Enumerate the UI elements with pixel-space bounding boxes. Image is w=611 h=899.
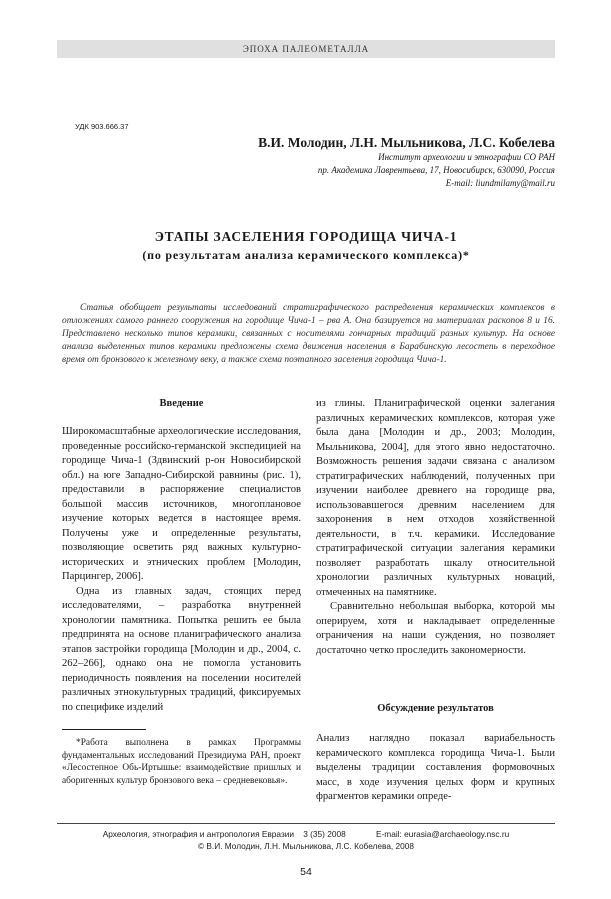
body-columns [62, 397, 555, 805]
article-title [57, 228, 555, 264]
discussion-paragraph-1: Анализ наглядно показал вариабельность керамического комплекса городища Чича-1. Были выделены традиции составления формовочных масс, в ходе изучения целых форм и крупных фрагментов керамики опреде- [316, 733, 555, 802]
title-sub: (по результатам анализа керамического комплекса)* [142, 248, 470, 262]
intro-paragraph-3: Сравнительно небольшая выборка, которой мы оперируем, хотя и накладывает определенные ограничения на наши суждения, но позволяет достаточно четко проследить закономерности. [316, 601, 555, 656]
discussion-heading: Обсуждение результатов [377, 703, 494, 714]
right-column [316, 397, 555, 805]
left-column [62, 397, 301, 787]
intro-paragraph-1: Широкомасштабные археологические исследования, проведенные российско-германской экспедицией на городище Чича-1 (Здвинский р-он Новосибирской обл.) на юге Западно-Сибирской равнины (рис. 1), предоставили в распоряжение специалистов большой массив источников, многоплановое изучение которых ведется в настоящее время. Получены уже и определенные результаты, позволяющие осветить ряд важных культурно-исторических и этнических проблем [Молодин, Парцингер, 2006]. [62, 426, 301, 582]
footer-divider [57, 823, 555, 824]
author-email: E-mail: liundmilamy@mail.ru [445, 178, 555, 188]
address: пр. Академика Лаврентьева, 17, Новосибирск, 630090, Россия [317, 165, 555, 175]
institute: Институт археологии и этнографии СО РАН [378, 152, 555, 162]
author-block [57, 134, 555, 190]
journal-issue: 3 (35) 2008 [303, 828, 346, 839]
intro-paragraph-2: Одна из главных задач, стоящих перед исследователями, – разработка внутренней хронологии памятника. Попытка решить ее была предпринята на основе планиграфического анализа этапов застройки городища [Молодин и др., 2004, с. 262–266], однако она не помогла установить периодичность появления на поселении носителей различных этнокультурных традиций, фиксируемых по специфике изделий [62, 585, 301, 713]
footnote-divider [62, 729, 146, 730]
intro-paragraph-2-cont: из глины. Планиграфической оценки залегания различных керамических комплексов, которая уже была дана [Молодин и др., 2003; Молодин, Мыльникова, 2004], для этого явно недостаточно. Возможность решения задачи связана с анализом стратиграфических наблюдений, полученных при изучении наиболее древнего на городище рва, использовавшегося древним населением для захоронения в нем отходов хозяйственной деятельности, в т.ч. керамики. Исследование стратиграфической ситуации залегания керамики позволяет разработать шкалу относительной хронологии различных культурных новаций, отмеченных на памятнике. [316, 398, 555, 598]
journal-email[interactable]: E-mail: eurasia@archaeology.nsc.ru [376, 828, 510, 839]
authors: В.И. Молодин, Л.Н. Мыльникова, Л.С. Кобелева [258, 135, 555, 150]
journal-name: Археология, этнография и антропология Евразии [102, 828, 295, 839]
abstract: Статья обобщает результаты исследований стратиграфического распределения керамических комплексов в отложениях самого раннего сооружения на городище Чича-1 – рва А. Она базируется на материалах раскопов 8 и 16. Представлено несколько типов керамики, связанных с носителями гончарных традиций разных культур. На основе анализа выделенных типов керамики предложены схема движения населения в Барабинскую лесостепь в переходное время от бронзового к железному веку, а также схема поэтапного заселения городища Чича-1. [62, 303, 555, 365]
page-number: 54 [300, 865, 312, 878]
copyright: © В.И. Молодин, Л.Н. Мыльникова, Л.С. Кобелева, 2008 [197, 840, 415, 851]
intro-heading: Введение [159, 398, 204, 409]
section-header: ЭПОХА ПАЛЕОМЕТАЛЛА [57, 40, 555, 58]
page-footer [57, 828, 555, 852]
footnote: *Работа выполнена в рамках Программы фундаментальных исследований Президиума РАН, проект «Лесостепное Обь-Иртышье: взаимодействие пришлых и аборигенных культур бронзового века – средневековья». [62, 738, 301, 786]
udk-code: УДК 903.666.37 [75, 122, 129, 131]
title-main: ЭТАПЫ ЗАСЕЛЕНИЯ ГОРОДИЩА ЧИЧА-1 [154, 229, 458, 244]
